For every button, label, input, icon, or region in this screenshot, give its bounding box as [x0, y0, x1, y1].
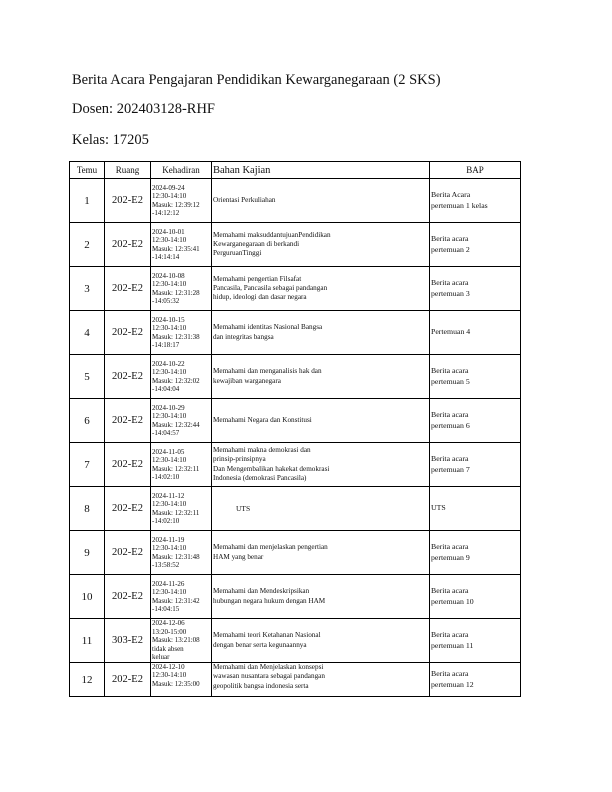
attendance-line: 12:30-14:10 [152, 192, 187, 201]
cell-bahan-kajian [212, 487, 430, 531]
cell-temu: 5 [70, 355, 105, 399]
cell-bahan-kajian [212, 575, 430, 619]
cell-bahan-kajian [212, 619, 430, 663]
cell-bahan-kajian [212, 355, 430, 399]
col-header-bap: BAP [430, 162, 521, 179]
bap-line: Berita acara [431, 586, 469, 595]
attendance-line: 12:30-14:10 [152, 412, 187, 421]
attendance-line: Masuk: 12:32:11 [152, 464, 200, 473]
material-line: PerguruanTinggi [213, 249, 262, 258]
cell-temu: 10 [70, 575, 105, 619]
cell-kehadiran [151, 663, 212, 697]
material-line: Memahami teori Ketahanan Nasional [213, 631, 321, 640]
col-header-bahan-kajian: Bahan Kajian [212, 162, 430, 179]
cell-ruang: 202-E2 [105, 355, 151, 399]
cell-kehadiran [151, 443, 212, 487]
bap-line: Berita acara [431, 630, 469, 639]
attendance-line: 2024-10-29 [152, 403, 185, 412]
material-line: Memahami Negara dan Konstitusi [213, 415, 312, 424]
cell-bap [430, 663, 521, 697]
cell-ruang: 202-E2 [105, 311, 151, 355]
attendance-line: Masuk: 12:31:48 [152, 552, 200, 561]
cell-bahan-kajian [212, 311, 430, 355]
cell-bap [430, 355, 521, 399]
bap-line: UTS [431, 503, 446, 513]
cell-kehadiran [151, 619, 212, 663]
attendance-line: -14:04:04 [152, 384, 180, 393]
attendance-line: 13:20-15:00 [152, 627, 187, 636]
attendance-line: 12:30-14:10 [152, 544, 187, 553]
cell-bap [430, 531, 521, 575]
attendance-line: 2024-10-08 [152, 271, 185, 280]
cell-kehadiran [151, 487, 212, 531]
col-header-kehadiran: Kehadiran [151, 162, 212, 179]
attendance-line: Masuk: 12:32:02 [152, 376, 200, 385]
attendance-line: Masuk: 12:32:11 [152, 508, 200, 517]
attendance-line: 12:30-14:10 [152, 280, 187, 289]
material-line: Memahami makna demokrasi dan [213, 445, 311, 454]
cell-bahan-kajian [212, 531, 430, 575]
table-header-row [70, 162, 521, 179]
table-body [70, 179, 521, 697]
attendance-line: 2024-12-06 [152, 619, 185, 628]
cell-kehadiran [151, 267, 212, 311]
material-line: kewajiban warganegara [213, 376, 281, 385]
cell-temu: 3 [70, 267, 105, 311]
cell-bahan-kajian [212, 267, 430, 311]
cell-ruang: 202-E2 [105, 399, 151, 443]
attendance-line: 12:30-14:10 [152, 588, 187, 597]
bap-line: Berita acara [431, 234, 469, 243]
cell-ruang: 202-E2 [105, 443, 151, 487]
attendance-line: 12:30-14:10 [152, 456, 187, 465]
cell-bap [430, 179, 521, 223]
attendance-line: 2024-09-24 [152, 183, 185, 192]
class-id: Kelas: 17205 [72, 132, 149, 148]
material-line: Memahami dan Mendeskripsikan [213, 587, 310, 596]
attendance-line: 2024-10-15 [152, 315, 185, 324]
material-line: Kewarganegaraan di berkandi [213, 239, 300, 248]
material-line: dengan benar serta kegunaannya [213, 640, 307, 649]
cell-bap [430, 575, 521, 619]
material-line: dan integritas bangsa [213, 332, 274, 341]
bap-line: pertemuan 5 [431, 376, 470, 386]
bap-line: pertemuan 9 [431, 552, 470, 562]
bap-line: Berita acara [431, 669, 469, 678]
teaching-record-table [69, 161, 521, 697]
table-row [70, 179, 521, 223]
attendance-line: -14:18:17 [152, 340, 180, 349]
cell-bahan-kajian [212, 223, 430, 267]
attendance-line: 12:30-14:10 [152, 236, 187, 245]
cell-temu: 6 [70, 399, 105, 443]
material-line: hidup, ideologi dan dasar negara [213, 293, 307, 302]
cell-temu: 8 [70, 487, 105, 531]
cell-bahan-kajian [212, 399, 430, 443]
cell-temu: 4 [70, 311, 105, 355]
cell-temu: 2 [70, 223, 105, 267]
material-line: geopolitik bangsa indonesia serta [213, 681, 309, 690]
table-row [70, 311, 521, 355]
attendance-line: -14:04:57 [152, 428, 180, 437]
material-line: Indonesia (demokrasi Pancasila) [213, 473, 307, 482]
cell-temu: 1 [70, 179, 105, 223]
cell-bap [430, 443, 521, 487]
attendance-line: Masuk: 12:32:44 [152, 420, 200, 429]
attendance-line: -14:14:14 [152, 252, 180, 261]
material-line: Memahami dan Menjelaskan konsepsi [213, 663, 324, 671]
material-line: Memahami maksuddantujuanPendidikan [213, 230, 331, 239]
bap-line: Berita acara [431, 542, 469, 551]
table-row [70, 531, 521, 575]
table-row [70, 575, 521, 619]
attendance-line: Masuk: 12:39:12 [152, 200, 200, 209]
attendance-line: -14:05:32 [152, 296, 180, 305]
bap-line: Berita acara [431, 278, 469, 287]
bap-line: pertemuan 1 kelas [431, 200, 488, 210]
cell-ruang: 202-E2 [105, 531, 151, 575]
cell-ruang: 202-E2 [105, 179, 151, 223]
attendance-line: Masuk: 13:21:08 [152, 636, 200, 645]
cell-bahan-kajian [212, 179, 430, 223]
bap-line: pertemuan 12 [431, 679, 474, 689]
material-line: Dan Mengembalikan hakekat demokrasi [213, 464, 330, 473]
table-row [70, 619, 521, 663]
cell-temu: 7 [70, 443, 105, 487]
attendance-line: 12:30-14:10 [152, 368, 187, 377]
material-line: Pancasila, Pancasila sebagai pandangan [213, 283, 328, 292]
col-header-temu: Temu [70, 162, 105, 179]
table-row [70, 355, 521, 399]
table-row [70, 399, 521, 443]
cell-ruang: 202-E2 [105, 223, 151, 267]
attendance-line: 2024-12-10 [152, 663, 185, 671]
cell-ruang: 202-E2 [105, 487, 151, 531]
cell-bap [430, 619, 521, 663]
cell-kehadiran [151, 531, 212, 575]
attendance-line: 2024-10-01 [152, 227, 185, 236]
bap-line: pertemuan 7 [431, 464, 470, 474]
bap-line: pertemuan 2 [431, 244, 470, 254]
material-line: prinsip-prinsipnya [213, 455, 266, 464]
document-title: Berita Acara Pengajaran Pendidikan Kewarganegaraan (2 SKS) [72, 72, 441, 88]
attendance-line: keluar [152, 653, 170, 662]
attendance-line: 2024-11-05 [152, 447, 185, 456]
cell-temu: 11 [70, 619, 105, 663]
cell-bap [430, 267, 521, 311]
material-line: HAM yang benar [213, 552, 264, 561]
table-row [70, 443, 521, 487]
material-line: Memahami identitas Nasional Bangsa [213, 323, 323, 332]
cell-bap [430, 223, 521, 267]
cell-kehadiran [151, 575, 212, 619]
material-line: hubungan negara hukum dengan HAM [213, 596, 326, 605]
attendance-line: 2024-10-22 [152, 359, 185, 368]
attendance-line: 12:30-14:10 [152, 500, 187, 509]
bap-line: Berita acara [431, 366, 469, 375]
cell-bahan-kajian [212, 663, 430, 697]
cell-kehadiran [151, 311, 212, 355]
attendance-line: Masuk: 12:31:28 [152, 288, 200, 297]
attendance-line: -13:58:52 [152, 560, 180, 569]
cell-ruang: 202-E2 [105, 575, 151, 619]
bap-line: pertemuan 11 [431, 640, 474, 650]
col-header-ruang: Ruang [105, 162, 151, 179]
lecturer-id: Dosen: 202403128-RHF [72, 101, 215, 117]
cell-bap [430, 487, 521, 531]
attendance-line: -14:02:10 [152, 472, 180, 481]
attendance-line: 12:30-14:10 [152, 324, 187, 333]
attendance-line: Masuk: 12:35:41 [152, 244, 200, 253]
bap-line: Berita acara [431, 410, 469, 419]
material-line: UTS [236, 503, 251, 513]
attendance-line: Masuk: 12:35:00 [152, 679, 200, 688]
material-line: Orientasi Perkuliahan [213, 195, 276, 204]
cell-ruang: 202-E2 [105, 663, 151, 697]
attendance-line: 2024-11-19 [152, 535, 185, 544]
attendance-line: -14:02:10 [152, 516, 180, 525]
material-line: Memahami dan menjelaskan pengertian [213, 543, 328, 552]
bap-line: pertemuan 10 [431, 596, 474, 606]
attendance-line: 2024-11-26 [152, 579, 185, 588]
cell-kehadiran [151, 223, 212, 267]
bap-line: pertemuan 6 [431, 420, 470, 430]
cell-temu: 9 [70, 531, 105, 575]
bap-line: Pertemuan 4 [431, 327, 471, 337]
material-line: Memahami pengertian Filsafat [213, 274, 302, 283]
cell-ruang: 202-E2 [105, 267, 151, 311]
cell-bahan-kajian [212, 443, 430, 487]
attendance-line: Masuk: 12:31:42 [152, 596, 200, 605]
cell-kehadiran [151, 399, 212, 443]
attendance-line: tidak absen [152, 644, 184, 653]
cell-bap [430, 399, 521, 443]
cell-ruang: 303-E2 [105, 619, 151, 663]
bap-line: pertemuan 3 [431, 288, 470, 298]
attendance-line: 12:30-14:10 [152, 671, 187, 680]
cell-kehadiran [151, 179, 212, 223]
attendance-line: -14:04:15 [152, 604, 180, 613]
table-row [70, 663, 521, 697]
table-row [70, 267, 521, 311]
attendance-line: Masuk: 12:31:38 [152, 332, 200, 341]
table-row [70, 223, 521, 267]
attendance-line: 2024-11-12 [152, 491, 185, 500]
cell-bap [430, 311, 521, 355]
material-line: Memahami dan menganalisis hak dan [213, 367, 322, 376]
cell-kehadiran [151, 355, 212, 399]
table-row [70, 487, 521, 531]
cell-temu: 12 [70, 663, 105, 697]
attendance-line: -14:12:12 [152, 208, 180, 217]
bap-line: Berita Acara [431, 190, 471, 199]
bap-line: Berita acara [431, 454, 469, 463]
material-line: wawasan nusantara sebagai pandangan [213, 672, 325, 681]
